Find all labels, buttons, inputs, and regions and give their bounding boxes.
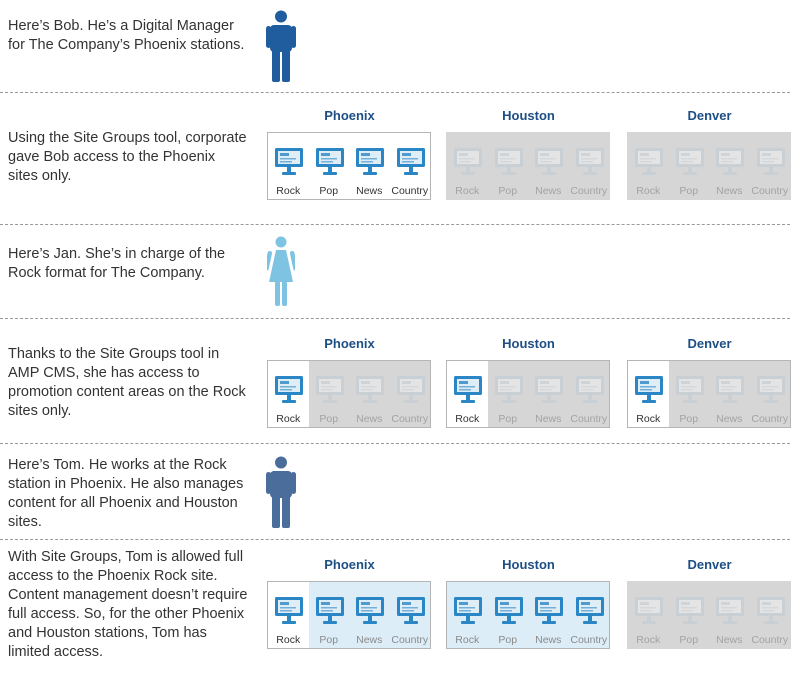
section-divider [0, 443, 790, 444]
site-tile-label: News [535, 185, 562, 197]
site-tile-label: Pop [319, 413, 339, 425]
monitor-icon [315, 147, 345, 177]
site-tile-pop[interactable] [488, 582, 529, 648]
site-tile-news[interactable] [709, 582, 750, 648]
site-tile-country[interactable] [750, 582, 791, 648]
monitor-icon [715, 596, 745, 626]
site-tile-label: Pop [679, 634, 699, 646]
site-tile-country[interactable] [569, 582, 610, 648]
site-tile-label: Country [751, 413, 789, 425]
section-text-bob-access: Using the Site Groups tool, corporate gave Bob access to the Phoenix sites only. [8, 130, 247, 184]
monitor-icon [756, 596, 786, 626]
section-text-jan-access: Thanks to the Site Groups tool in AMP CMS, she has access to promotion content areas on the Rock sites only. [8, 346, 246, 419]
site-tile-news[interactable] [349, 133, 390, 199]
site-tile-country[interactable] [569, 361, 610, 427]
site-tile-pop[interactable] [488, 361, 529, 427]
section-divider [0, 92, 790, 93]
monitor-icon [575, 147, 605, 177]
section-divider [0, 224, 790, 225]
city-label: Denver [687, 557, 732, 572]
site-tile-label: News [716, 185, 743, 197]
monitor-icon [274, 147, 304, 177]
monitor-icon [534, 375, 564, 405]
site-tile-rock[interactable] [628, 133, 669, 199]
site-tile-label: Country [570, 634, 608, 646]
site-tile-pop[interactable] [309, 582, 350, 648]
site-tile-news[interactable] [349, 361, 390, 427]
site-tile-pop[interactable] [488, 133, 529, 199]
monitor-icon [494, 147, 524, 177]
city-label: Houston [502, 108, 555, 123]
monitor-icon [675, 596, 705, 626]
monitor-icon [453, 147, 483, 177]
monitor-icon [315, 596, 345, 626]
section-text-bob-intro: Here’s Bob. He’s a Digital Manager for The Company’s Phoenix stations. [8, 18, 245, 53]
site-group-phoenix [267, 581, 431, 649]
site-tile-label: Pop [319, 634, 339, 646]
site-tile-label: Country [570, 185, 608, 197]
section-divider [0, 539, 790, 540]
site-tile-label: Country [751, 634, 789, 646]
monitor-icon [396, 147, 426, 177]
monitor-icon [715, 375, 745, 405]
monitor-icon [634, 596, 664, 626]
site-tile-country[interactable] [750, 361, 791, 427]
section-divider [0, 318, 790, 319]
site-tile-label: News [716, 413, 743, 425]
site-tile-label: Country [570, 413, 608, 425]
monitor-icon [494, 596, 524, 626]
site-tile-pop[interactable] [669, 133, 710, 199]
site-group-houston [446, 581, 610, 649]
site-group-denver [627, 132, 791, 200]
site-tile-rock[interactable] [447, 133, 488, 199]
monitor-icon [453, 596, 483, 626]
person-woman-icon [267, 236, 295, 306]
person-man-icon [266, 10, 296, 82]
monitor-icon [756, 375, 786, 405]
site-tile-label: Rock [636, 185, 661, 197]
site-tile-pop[interactable] [669, 582, 710, 648]
monitor-icon [634, 147, 664, 177]
site-tile-label: Pop [679, 413, 699, 425]
site-tile-label: Pop [498, 185, 518, 197]
site-tile-label: Pop [498, 413, 518, 425]
site-tile-label: News [356, 185, 383, 197]
city-label: Denver [687, 336, 732, 351]
site-tile-news[interactable] [709, 361, 750, 427]
city-label: Phoenix [324, 108, 375, 123]
monitor-icon [315, 375, 345, 405]
site-tile-label: Pop [498, 634, 518, 646]
site-group-denver [627, 360, 791, 428]
section-text-tom-access: With Site Groups, Tom is allowed full access to the Phoenix Rock site. Content management doesn’t require full access. So, for the other Phoenix and Houston stations, Tom has limited access. [8, 549, 248, 660]
monitor-icon [355, 596, 385, 626]
site-tile-label: Country [751, 185, 789, 197]
site-tile-news[interactable] [709, 133, 750, 199]
monitor-icon [274, 596, 304, 626]
site-group-houston [446, 360, 610, 428]
site-tile-label: Country [391, 413, 429, 425]
monitor-icon [396, 596, 426, 626]
site-tile-rock[interactable] [628, 582, 669, 648]
site-tile-rock[interactable] [268, 582, 309, 648]
site-tile-pop[interactable] [309, 133, 350, 199]
site-tile-rock[interactable] [268, 133, 309, 199]
site-tile-pop[interactable] [669, 361, 710, 427]
site-tile-label: Rock [455, 413, 480, 425]
monitor-icon [675, 375, 705, 405]
person-man-icon [266, 456, 296, 528]
monitor-icon [494, 375, 524, 405]
site-tile-label: Rock [636, 413, 661, 425]
site-tile-rock[interactable] [268, 361, 309, 427]
city-label: Phoenix [324, 557, 375, 572]
city-label: Houston [502, 336, 555, 351]
site-tile-rock[interactable] [447, 582, 488, 648]
monitor-icon [756, 147, 786, 177]
site-tile-news[interactable] [528, 361, 569, 427]
site-tile-label: Rock [455, 185, 480, 197]
monitor-icon [715, 147, 745, 177]
monitor-icon [675, 147, 705, 177]
monitor-icon [534, 596, 564, 626]
site-tile-label: Country [391, 185, 429, 197]
site-tile-country[interactable] [390, 582, 431, 648]
site-tile-label: News [716, 634, 743, 646]
site-tile-label: Rock [455, 634, 480, 646]
monitor-icon [453, 375, 483, 405]
site-group-phoenix [267, 360, 431, 428]
site-tile-country[interactable] [390, 361, 431, 427]
site-tile-rock[interactable] [447, 361, 488, 427]
site-tile-label: Pop [679, 185, 699, 197]
monitor-icon [355, 147, 385, 177]
site-tile-label: Rock [636, 634, 661, 646]
site-tile-label: Country [391, 634, 429, 646]
site-group-denver [627, 581, 791, 649]
site-tile-rock[interactable] [628, 361, 669, 427]
site-tile-country[interactable] [390, 133, 431, 199]
site-tile-news[interactable] [528, 133, 569, 199]
site-tile-label: News [356, 413, 383, 425]
monitor-icon [634, 375, 664, 405]
site-tile-pop[interactable] [309, 361, 350, 427]
site-group-phoenix [267, 132, 431, 200]
site-tile-news[interactable] [528, 582, 569, 648]
monitor-icon [274, 375, 304, 405]
site-tile-label: Rock [276, 413, 301, 425]
site-tile-label: News [535, 413, 562, 425]
site-tile-news[interactable] [349, 582, 390, 648]
monitor-icon [534, 147, 564, 177]
site-tile-country[interactable] [750, 133, 791, 199]
monitor-icon [575, 596, 605, 626]
city-label: Houston [502, 557, 555, 572]
monitor-icon [355, 375, 385, 405]
site-tile-country[interactable] [569, 133, 610, 199]
site-tile-label: News [535, 634, 562, 646]
site-tile-label: News [356, 634, 383, 646]
section-text-tom-intro: Here’s Tom. He works at the Rock station in Phoenix. He also manages content for all Phoenix and Houston sites. [8, 457, 244, 530]
city-label: Denver [687, 108, 732, 123]
section-text-jan-intro: Here’s Jan. She’s in charge of the Rock format for The Company. [8, 246, 226, 281]
monitor-icon [575, 375, 605, 405]
monitor-icon [396, 375, 426, 405]
site-tile-label: Pop [319, 185, 339, 197]
site-tile-label: Rock [276, 185, 301, 197]
city-label: Phoenix [324, 336, 375, 351]
site-group-houston [446, 132, 610, 200]
site-tile-label: Rock [276, 634, 301, 646]
